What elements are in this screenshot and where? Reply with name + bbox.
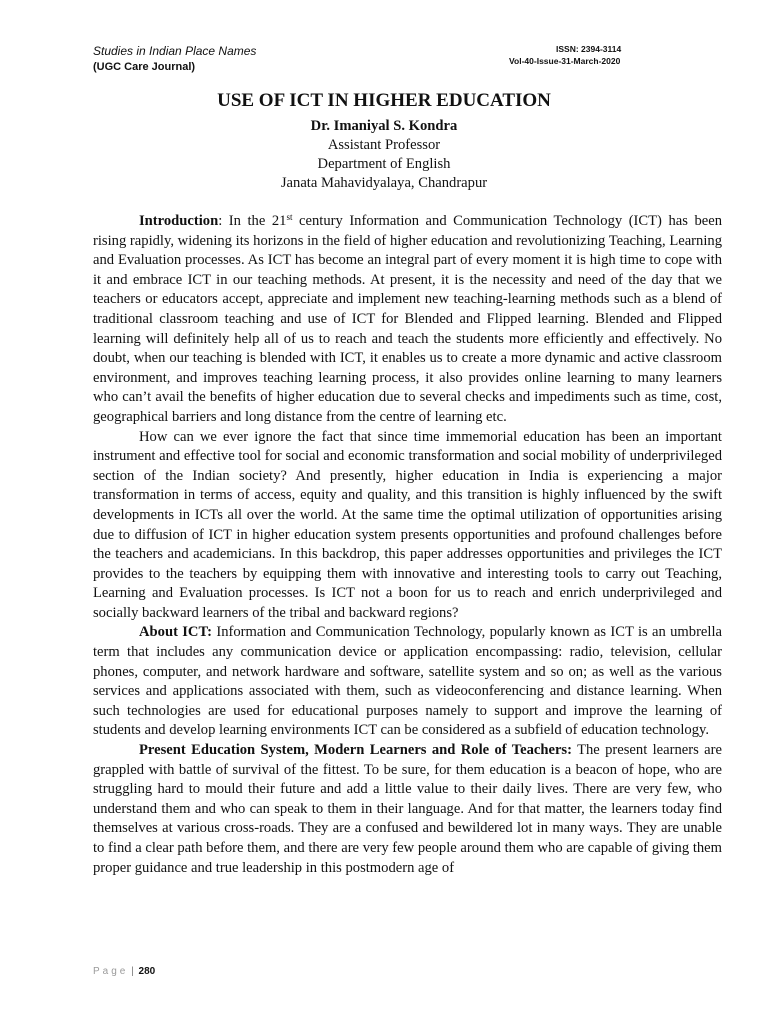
present-education-heading: Present Education System, Modern Learners and Role of Teachers: [139,742,572,759]
about-ict-heading: About ICT: [139,624,212,641]
page-separator: | [131,966,134,977]
present-education-text: The present learners are grappled with battle of survival of the fittest. To be sure, for them education is a beacon of hope, who are struggling hard to mould their future and add a little value to their daily lives. There are very few, who understand them and who can speak to them in their language. And for that matter, the learners today find themselves at various cross-roads. They are a confused and bewildered lot in many ways. They are unable to find a clear path before them, and there are very few people around them who are capable of giving them proper guidance and true leadership in this postmodern age of [93,742,722,876]
present-education-paragraph [93,741,722,878]
issn: ISSN: 2394-3114 [556,44,622,54]
page-footer [93,966,155,977]
author-institution: Janata Mahavidyalaya, Chandrapur [280,175,488,191]
introduction-text: century Information and Communication Technology (ICT) has been rising rapidly, widening its horizons in the field of higher education and revolutionizing Teaching, Learning and Evaluation processes. As ICT has become an integral part of every moment it is high time to cope with it and embrace ICT in our teaching methods. At present, it is the necessity and need of the day that we teachers or educators accept, appreciate and implement new teaching-learning methods such as a blend of traditional classroom teaching and use of ICT for Blended and Flipped learning. Blended and Flipped learning will definitely help all of us to reach and teach the students more efficiently and effectively. No doubt, when our teaching is blended with ICT, it enables us to create a more dynamic and active classroom environment, and improves teaching learning process, it also provides online learning to many learners who can’t avail the benefits of higher education due to several checks and impediments such as time, cost, geographical barriers and long distance from the centre of learning etc. [93,213,722,425]
introduction-paragraph [93,212,722,428]
journal-name: Studies in Indian Place Names [93,44,257,58]
article-title: USE OF ICT IN HIGHER EDUCATION [217,90,551,111]
journal-tag: (UGC Care Journal) [93,61,196,73]
about-ict-text: Information and Communication Technology, popularly known as ICT is an umbrella term that includes any communication device or application encompassing: radio, television, cellular phones, computer, and network hardware and software, satellite system and so on; as well as the various services and applications associated with them, such as videoconferencing and distance learning. When such technologies are used for educational purposes namely to support and improve the learning of students and develop learning environments ICT can be considered as a subfield of education technology. [93,624,722,739]
author-department: Department of English [317,156,451,172]
author-role: Assistant Professor [327,137,441,153]
context-paragraph: How can we ever ignore the fact that since time immemorial education has been an important instrument and effective tool for social and economic transformation and social mobility of underprivileged section of the Indian society? And presently, higher education in India is experiencing a major transformation in terms of access, equity and quality, and this transition is highly influenced by the swift developments in ICTs all over the world. At the same time the optimal utilization of opportunities arising due to diffusion of ICT in higher education system presents opportunities and profound challenges before the teachers and academicians. In this backdrop, this paper addresses opportunities and privileges the ICT provides to the teachers by equipping them with innovative and interesting tools to carry out Teaching, Learning and Evaluation processes. Is ICT not a boon for us to reach and enrich underprivileged and socially backward learners of the tribal and backward regions? [93,428,722,621]
about-ict-paragraph [93,623,722,741]
volume-issue: Vol-40-Issue-31-March-2020 [509,56,621,66]
ordinal-superscript: st [286,212,293,222]
page-label: Page [93,966,129,977]
article-body [93,212,722,878]
introduction-text-start: : In the 21 [218,213,287,229]
author-name: Dr. Imaniyal S. Kondra [310,118,458,134]
page-number: 280 [138,966,156,977]
introduction-heading: Introduction [139,213,219,229]
